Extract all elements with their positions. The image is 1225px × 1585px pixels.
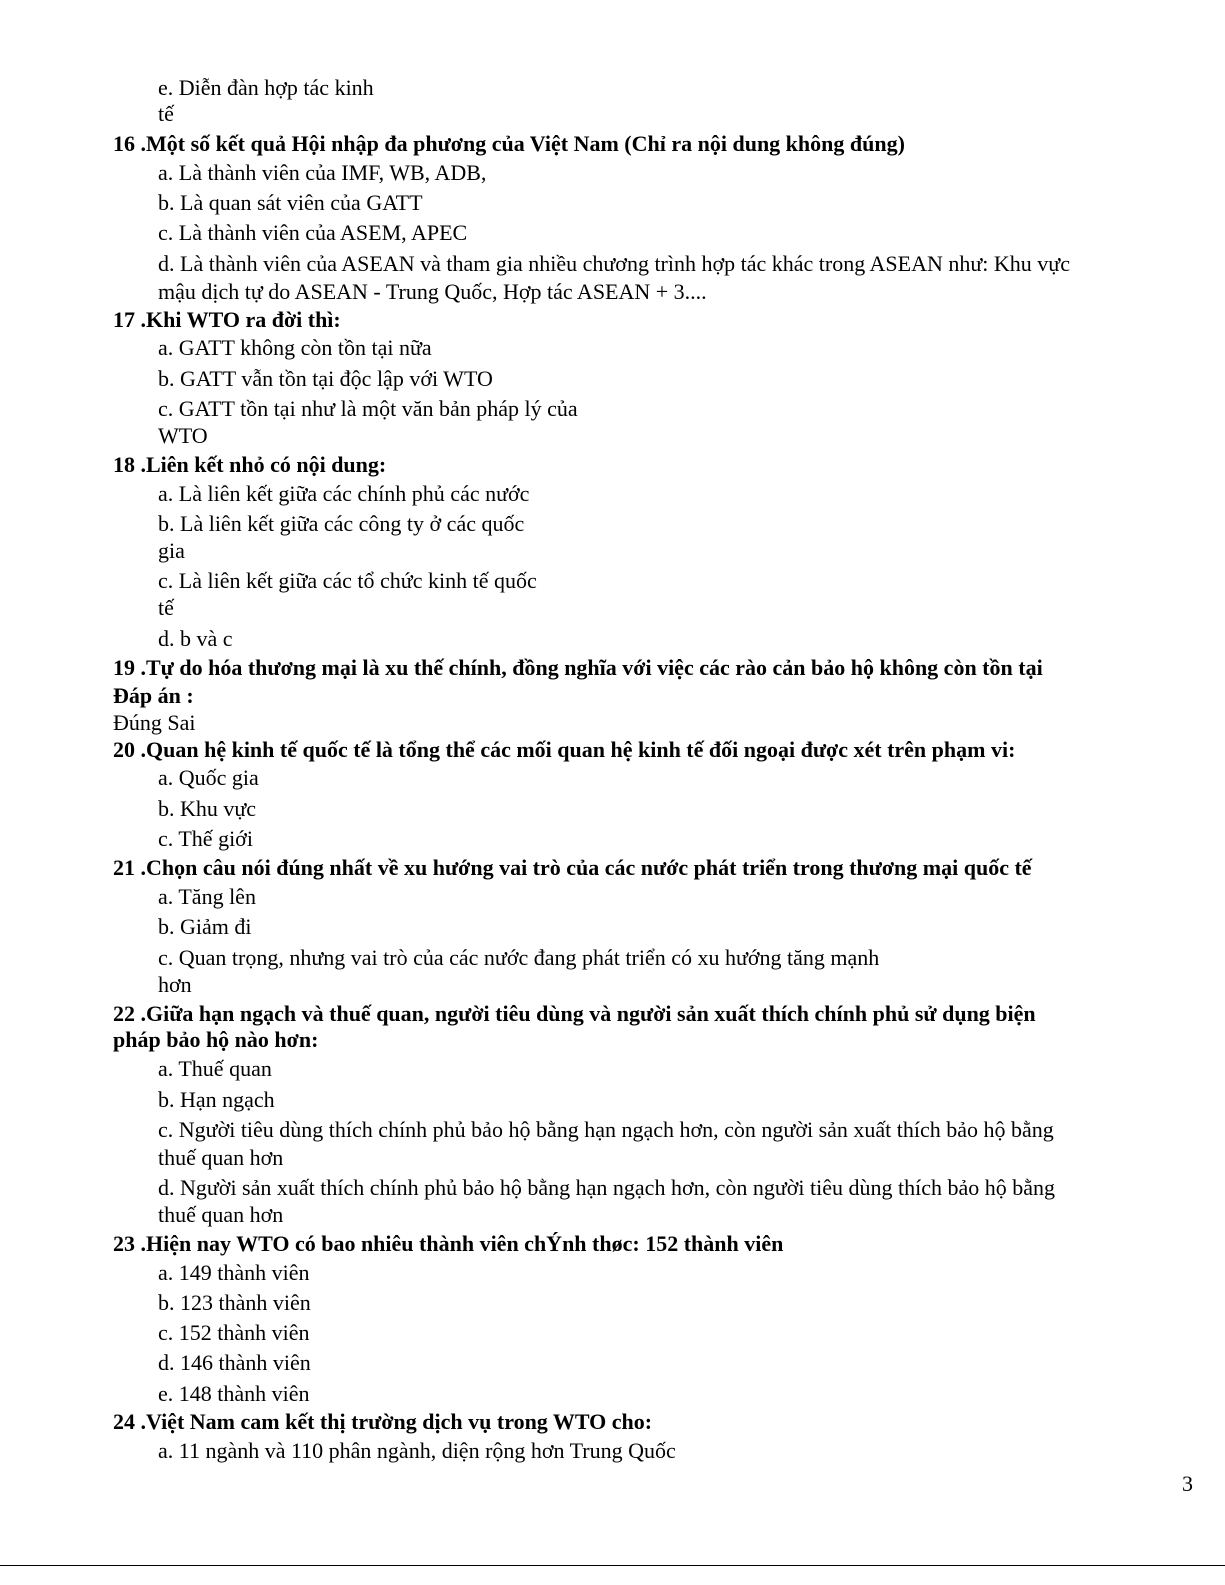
question-23: 23 .Hiện nay WTO có bao nhiêu thành viên chÝnh thøc: 152 thành viên [113,1231,784,1256]
q16-option-a: a. Là thành viên của IMF, WB, ADB, [158,160,487,185]
q20-option-c: c. Thế giới [158,826,253,851]
question-21: 21 .Chọn câu nói đúng nhất về xu hướng vai trò của các nước phát triển trong thương mại quốc tế [113,855,1032,880]
q18-option-c-cont: tế [158,595,174,620]
q23-option-b: b. 123 thành viên [158,1290,311,1315]
question-24: 24 .Việt Nam cam kết thị trường dịch vụ trong WTO cho: [113,1409,653,1434]
q17-option-b: b. GATT vẫn tồn tại độc lập với WTO [158,366,493,391]
q17-option-c: c. GATT tồn tại như là một văn bản pháp lý của [158,396,578,421]
q23-option-c: c. 152 thành viên [158,1320,310,1345]
q23-option-a: a. 149 thành viên [158,1260,310,1285]
question-20: 20 .Quan hệ kinh tế quốc tế là tổng thể các mối quan hệ kinh tế đối ngoại được xét trên phạm vi: [113,737,1016,762]
q18-option-c: c. Là liên kết giữa các tổ chức kinh tế quốc [158,568,537,593]
q20-option-b: b. Khu vực [158,796,257,821]
q21-option-c: c. Quan trọng, nhưng vai trò của các nước đang phát triển có xu hướng tăng mạnh [158,945,880,970]
q22-option-d: d. Người sản xuất thích chính phủ bảo hộ bằng hạn ngạch hơn, còn người tiêu dùng thích bảo hộ bằng [158,1175,1056,1200]
q22-option-c: c. Người tiêu dùng thích chính phủ bảo hộ bằng hạn ngạch hơn, còn người sản xuất thích bảo hộ bằng [158,1117,1054,1142]
page-number: 3 [1182,1471,1193,1496]
answer-choices: Đúng Sai [113,710,196,735]
question-18: 18 .Liên kết nhỏ có nội dung: [113,452,387,477]
q23-option-e: e. 148 thành viên [158,1381,310,1406]
q16-option-d: d. Là thành viên của ASEAN và tham gia nhiều chương trình hợp tác khác trong ASEAN như: Khu vực [158,251,1070,276]
question-17: 17 .Khi WTO ra đời thì: [113,307,341,332]
question-22: 22 .Giữa hạn ngạch và thuế quan, người tiêu dùng và người sản xuất thích chính phủ sử dụng biện [113,1001,1036,1026]
q24-option-a: a. 11 ngành và 110 phân ngành, diện rộng hơn Trung Quốc [158,1438,676,1463]
q17-option-a: a. GATT không còn tồn tại nữa [158,335,432,360]
q18-option-b: b. Là liên kết giữa các công ty ở các quốc [158,511,525,536]
q22-option-b: b. Hạn ngạch [158,1087,275,1112]
q18-option-b-cont: gia [158,538,185,563]
q15-option-e: e. Diễn đàn hợp tác kinh [158,75,374,100]
q18-option-a: a. Là liên kết giữa các chính phủ các nước [158,481,530,506]
q17-option-c-cont: WTO [158,423,208,448]
q21-option-b: b. Giảm đi [158,914,252,939]
q22-option-c-cont: thuế quan hơn [158,1145,284,1170]
q15-option-e-cont: tế [158,101,174,126]
q22-option-d-cont: thuế quan hơn [158,1202,284,1227]
q16-option-c: c. Là thành viên của ASEM, APEC [158,220,468,245]
page-bottom-rule [0,1565,1225,1566]
q21-option-c-cont: hơn [158,972,192,997]
question-16: 16 .Một số kết quả Hội nhập đa phương của Việt Nam (Chỉ ra nội dung không đúng) [113,131,905,156]
q21-option-a: a. Tăng lên [158,884,256,909]
q16-option-b: b. Là quan sát viên của GATT [158,190,423,215]
q23-option-d: d. 146 thành viên [158,1350,311,1375]
question-22-cont: pháp bảo hộ nào hơn: [113,1027,319,1052]
q22-option-a: a. Thuế quan [158,1056,272,1081]
question-19: 19 .Tự do hóa thương mại là xu thế chính, đồng nghĩa với việc các rào cản bảo hộ không còn tồn tại [113,655,1043,680]
answer-label: Đáp án : [113,683,194,708]
q20-option-a: a. Quốc gia [158,765,259,790]
q18-option-d: d. b và c [158,626,233,651]
q16-option-d-cont: mậu dịch tự do ASEAN - Trung Quốc, Hợp tác ASEAN + 3.... [158,279,707,304]
